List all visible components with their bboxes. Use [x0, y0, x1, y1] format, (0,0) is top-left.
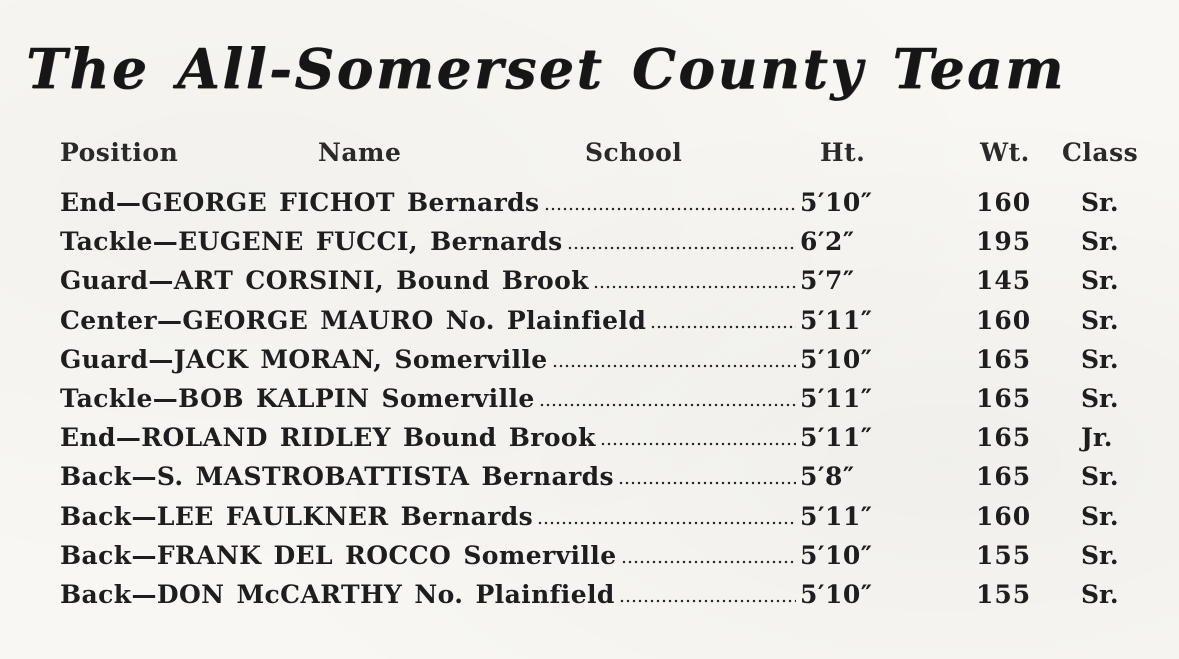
player-position-name-school: Guard—JACK MORAN, Somerville [60, 345, 548, 374]
column-header-position: Position [60, 138, 179, 167]
player-weight: 165 [976, 345, 1032, 374]
player-weight: 155 [976, 580, 1032, 609]
column-header-weight: Wt. [980, 138, 1030, 167]
player-entry [60, 502, 798, 531]
player-entry [60, 462, 798, 491]
player-weight: 155 [976, 541, 1032, 570]
table-row [0, 188, 1179, 227]
player-class: Sr. [1081, 384, 1119, 413]
player-position-name-school: Guard—ART CORSINI, Bound Brook [60, 266, 589, 295]
player-class: Sr. [1081, 306, 1119, 335]
player-height: 5′10″ [800, 580, 873, 609]
table-row [0, 306, 1179, 345]
player-position-name-school: Back—FRANK DEL ROCCO Somerville [60, 541, 617, 570]
table-row [0, 345, 1179, 384]
player-height: 5′10″ [800, 188, 873, 217]
player-height: 5′7″ [800, 266, 855, 295]
column-header-class: Class [1062, 138, 1139, 167]
player-position-name-school: End—ROLAND RIDLEY Bound Brook [60, 423, 596, 452]
dot-leader [544, 207, 796, 211]
player-entry [60, 423, 798, 452]
player-position-name-school: Tackle—BOB KALPIN Somerville [60, 384, 535, 413]
player-position-name-school: Center—GEORGE MAURO No. Plainfield [60, 306, 647, 335]
table-row [0, 227, 1179, 266]
dot-leader [618, 481, 796, 485]
dot-leader [600, 442, 796, 446]
player-height: 5′11″ [800, 502, 873, 531]
player-class: Sr. [1081, 345, 1119, 374]
player-weight: 160 [976, 188, 1032, 217]
page-title: The All-Somerset County Team [26, 36, 1066, 101]
player-weight: 165 [976, 384, 1032, 413]
player-weight: 165 [976, 462, 1032, 491]
player-entry [60, 266, 798, 295]
dot-leader [619, 599, 796, 603]
column-header-school: School [585, 138, 683, 167]
player-entry [60, 580, 798, 609]
table-row [0, 541, 1179, 580]
player-weight: 165 [976, 423, 1032, 452]
player-entry [60, 384, 798, 413]
player-position-name-school: Back—DON McCARTHY No. Plainfield [60, 580, 615, 609]
player-height: 5′10″ [800, 345, 873, 374]
player-class: Sr. [1081, 541, 1119, 570]
dot-leader [593, 285, 796, 289]
player-position-name-school: Tackle—EUGENE FUCCI, Bernards [60, 227, 563, 256]
player-entry [60, 188, 798, 217]
player-weight: 195 [976, 227, 1032, 256]
player-height: 5′11″ [800, 306, 873, 335]
player-weight: 145 [976, 266, 1032, 295]
player-weight: 160 [976, 306, 1032, 335]
player-class: Sr. [1081, 502, 1119, 531]
player-weight: 160 [976, 502, 1032, 531]
player-entry [60, 306, 798, 335]
player-entry [60, 227, 798, 256]
table-row [0, 462, 1179, 501]
player-class: Jr. [1081, 423, 1113, 452]
player-height: 5′11″ [800, 423, 873, 452]
player-height: 5′10″ [800, 541, 873, 570]
dot-leader [552, 364, 796, 368]
dot-leader [621, 560, 796, 564]
dot-leader [567, 246, 796, 250]
player-class: Sr. [1081, 580, 1119, 609]
table-row [0, 502, 1179, 541]
player-class: Sr. [1081, 227, 1119, 256]
table-row [0, 580, 1179, 619]
player-height: 6′2″ [800, 227, 855, 256]
player-position-name-school: End—GEORGE FICHOT Bernards [60, 188, 540, 217]
player-position-name-school: Back—LEE FAULKNER Bernards [60, 502, 534, 531]
player-class: Sr. [1081, 188, 1119, 217]
player-height: 5′8″ [800, 462, 855, 491]
player-entry [60, 541, 798, 570]
player-class: Sr. [1081, 462, 1119, 491]
dot-leader [537, 521, 796, 525]
player-class: Sr. [1081, 266, 1119, 295]
player-entry [60, 345, 798, 374]
table-row [0, 384, 1179, 423]
player-height: 5′11″ [800, 384, 873, 413]
dot-leader [539, 403, 796, 407]
table-row [0, 266, 1179, 305]
column-header-height: Ht. [820, 138, 866, 167]
dot-leader [650, 325, 796, 329]
player-position-name-school: Back—S. MASTROBATTISTA Bernards [60, 462, 614, 491]
column-header-name: Name [318, 138, 402, 167]
table-row [0, 423, 1179, 462]
